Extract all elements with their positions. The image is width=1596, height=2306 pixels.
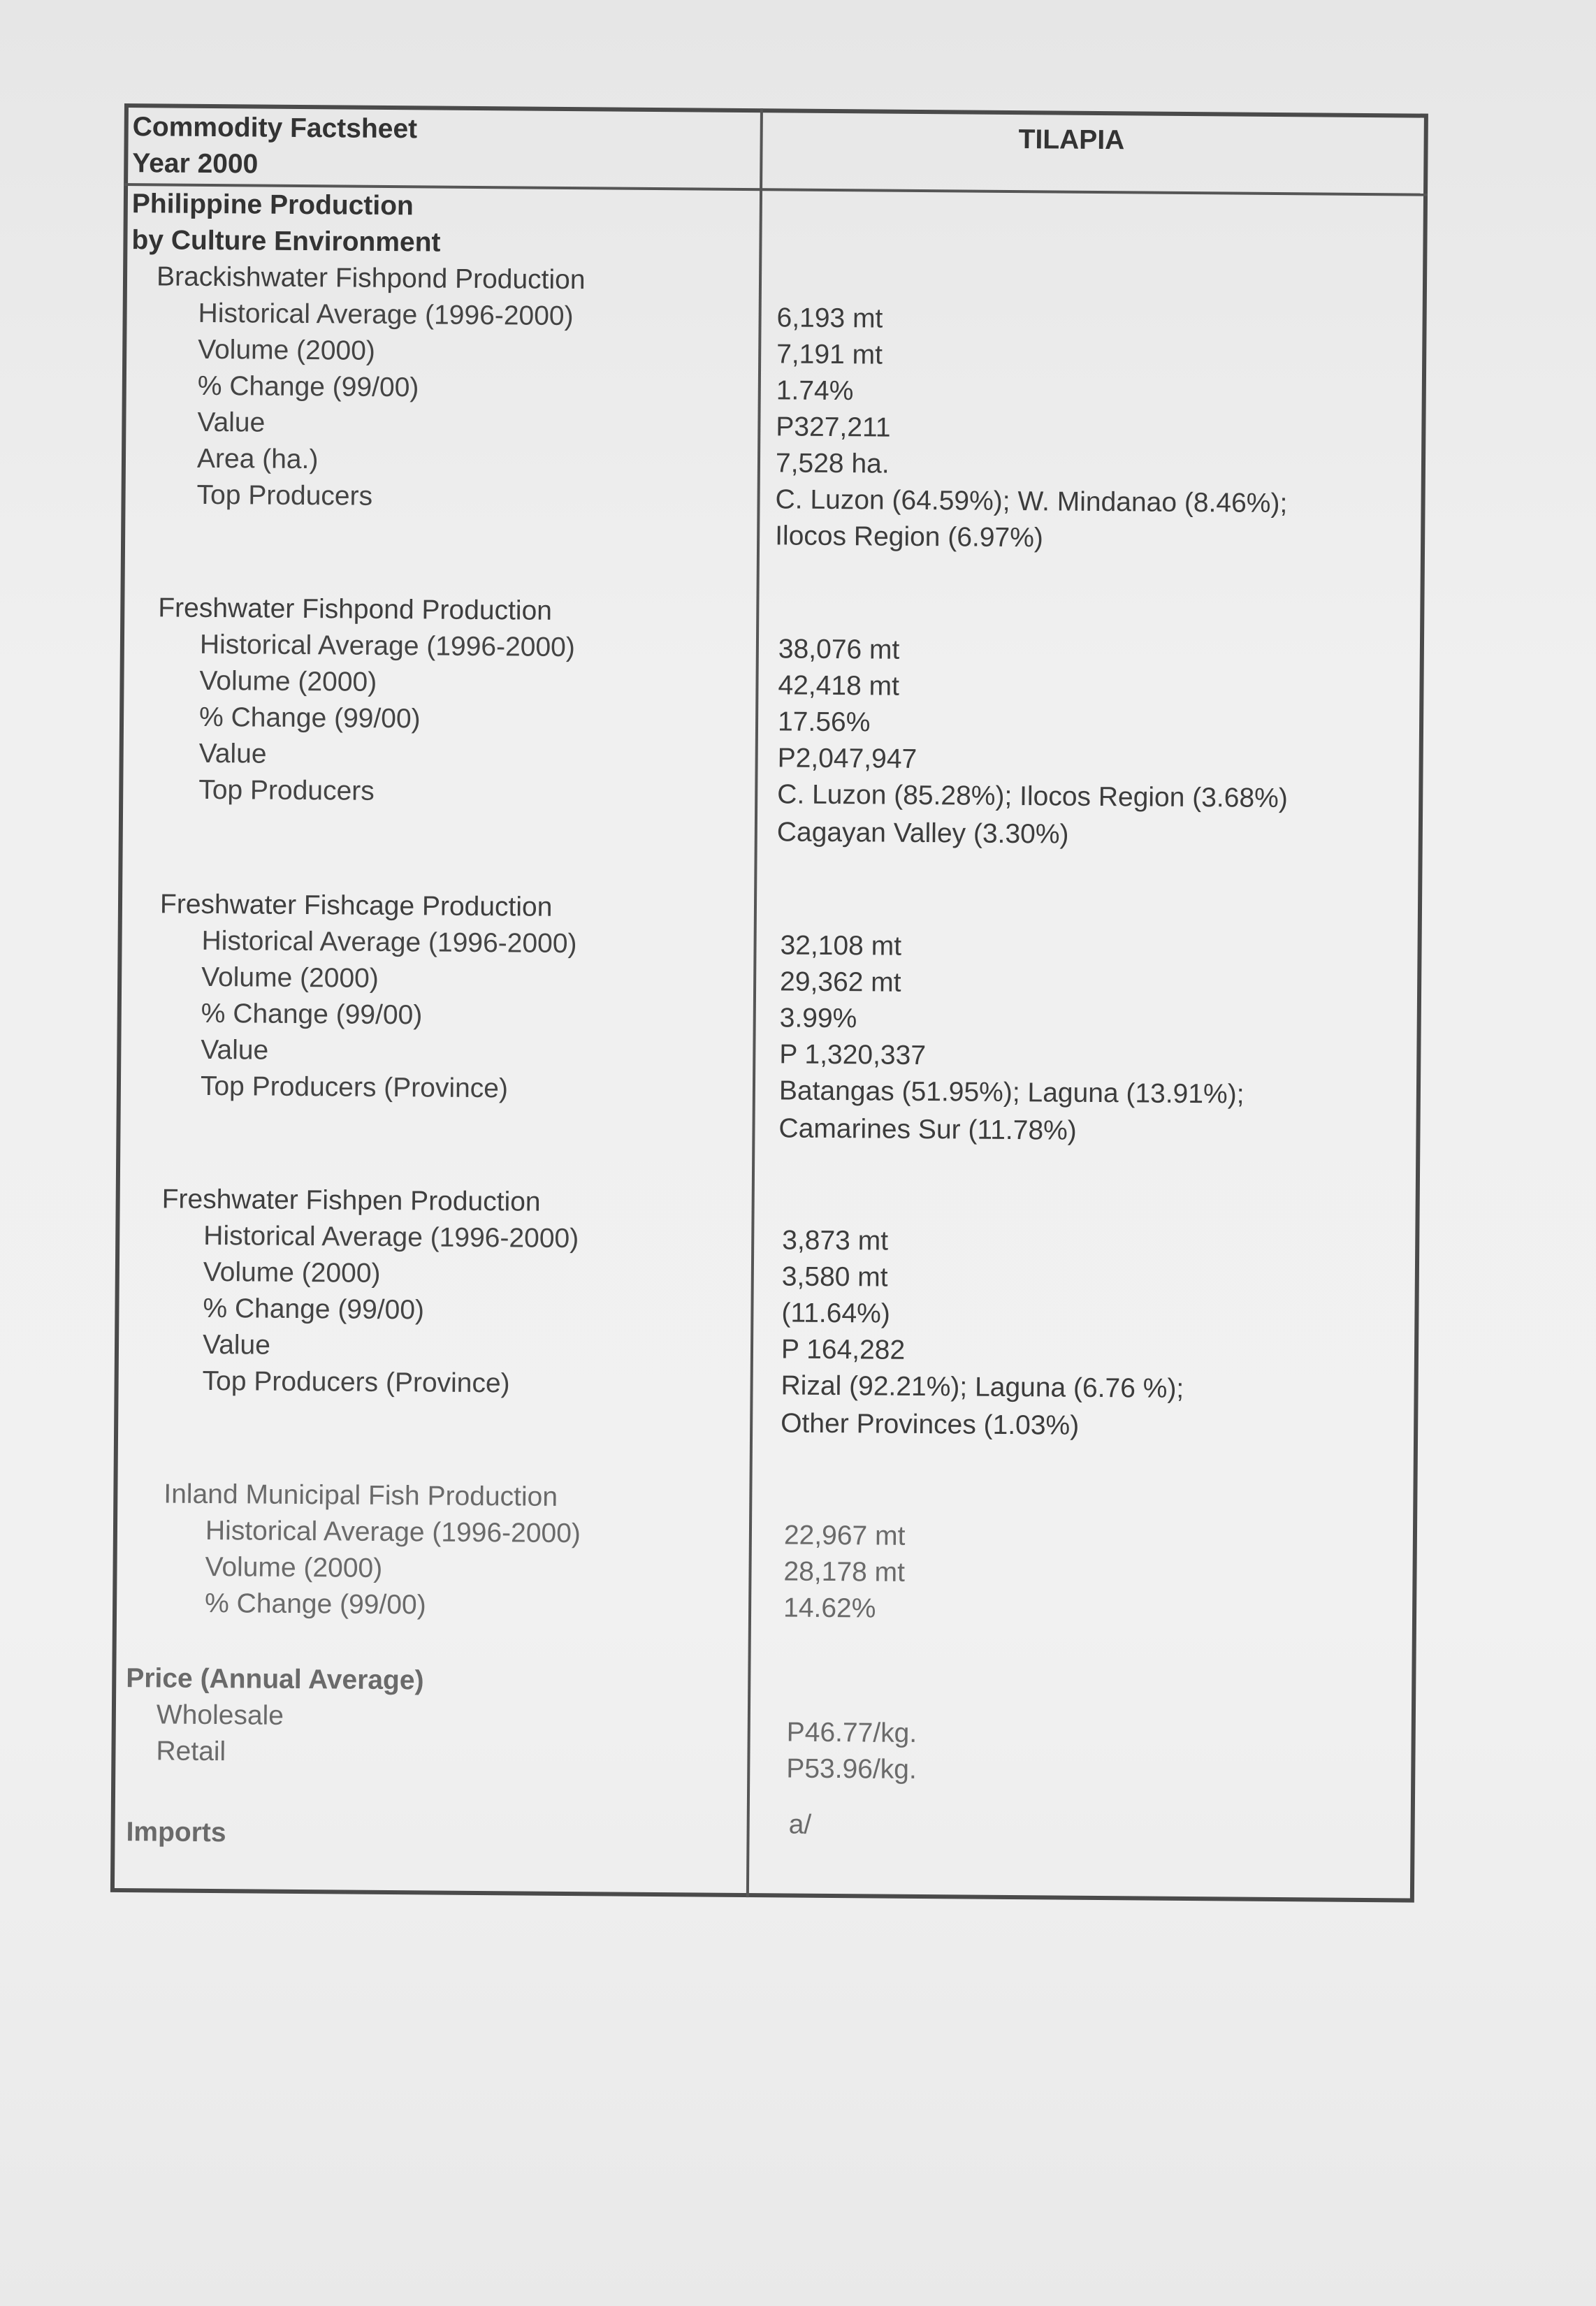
fishcage-top-value-1: Batangas (51.95%); Laguna (13.91%); bbox=[778, 1075, 1245, 1110]
fishpen-value-label: Value bbox=[202, 1329, 271, 1361]
brackishwater-area-value: 7,528 ha. bbox=[775, 448, 890, 479]
inland-volume-value: 28,178 mt bbox=[783, 1556, 906, 1588]
fishpond-change-value: 17.56% bbox=[777, 706, 871, 738]
factsheet-table bbox=[110, 103, 1428, 1903]
fishpen-change-value: (11.64%) bbox=[781, 1298, 890, 1329]
fishcage-historical-label: Historical Average (1996-2000) bbox=[201, 925, 577, 959]
fishpond-historical-label: Historical Average (1996-2000) bbox=[199, 629, 575, 663]
fishpond-value-value: P2,047,947 bbox=[777, 743, 917, 774]
price-title: Price (Annual Average) bbox=[126, 1663, 424, 1696]
fishcage-historical-value: 32,108 mt bbox=[780, 930, 902, 962]
fishcage-volume-value: 29,362 mt bbox=[779, 966, 901, 998]
fishpond-change-label: % Change (99/00) bbox=[198, 702, 421, 734]
header-year: Year 2000 bbox=[132, 148, 259, 180]
fishpen-historical-label: Historical Average (1996-2000) bbox=[203, 1220, 579, 1254]
fishcage-value-value: P 1,320,337 bbox=[779, 1039, 927, 1071]
imports-label: Imports bbox=[126, 1817, 226, 1848]
brackishwater-top-value-1: C. Luzon (64.59%); W. Mindanao (8.46%); bbox=[775, 484, 1288, 519]
brackishwater-top-value-2: Ilocos Region (6.97%) bbox=[774, 521, 1044, 553]
brackishwater-value-label: Value bbox=[197, 407, 266, 438]
brackishwater-historical-value: 6,193 mt bbox=[776, 303, 883, 334]
fishpond-historical-value: 38,076 mt bbox=[778, 634, 900, 665]
fishpond-volume-value: 42,418 mt bbox=[778, 670, 900, 702]
fishcage-change-label: % Change (99/00) bbox=[201, 998, 423, 1031]
brackishwater-change-label: % Change (99/00) bbox=[197, 370, 419, 403]
fishpen-top-label: Top Producers (Province) bbox=[202, 1365, 510, 1399]
brackishwater-volume-value: 7,191 mt bbox=[776, 339, 883, 370]
price-retail-label: Retail bbox=[156, 1736, 226, 1767]
fishpond-top-label: Top Producers bbox=[198, 774, 375, 806]
fishcage-title: Freshwater Fishcage Production bbox=[159, 889, 553, 922]
inland-title: Inland Municipal Fish Production bbox=[164, 1479, 558, 1512]
fishpen-title: Freshwater Fishpen Production bbox=[161, 1184, 541, 1217]
fishpond-volume-label: Volume (2000) bbox=[199, 665, 377, 697]
brackishwater-title: Brackishwater Fishpond Production bbox=[156, 261, 586, 296]
inland-historical-label: Historical Average (1996-2000) bbox=[205, 1515, 581, 1549]
fishpen-value-value: P 164,282 bbox=[781, 1334, 906, 1365]
imports-value: a/ bbox=[788, 1809, 812, 1840]
fishpond-title: Freshwater Fishpond Production bbox=[158, 593, 553, 626]
fishpond-top-value-2: Cagayan Valley (3.30%) bbox=[776, 817, 1069, 850]
fishpen-volume-label: Volume (2000) bbox=[203, 1256, 381, 1289]
inland-change-label: % Change (99/00) bbox=[204, 1588, 426, 1620]
inland-change-value: 14.62% bbox=[783, 1593, 876, 1624]
header-title: Commodity Factsheet bbox=[132, 112, 418, 145]
fishpen-top-value-1: Rizal (92.21%); Laguna (6.76 %); bbox=[781, 1370, 1184, 1404]
price-wholesale-label: Wholesale bbox=[156, 1699, 284, 1731]
fishpond-top-value-1: C. Luzon (85.28%); Ilocos Region (3.68%) bbox=[777, 779, 1288, 814]
brackishwater-top-label: Top Producers bbox=[196, 479, 373, 512]
commodity-name: TILAPIA bbox=[1018, 124, 1125, 156]
price-wholesale-value: P46.77/kg. bbox=[786, 1717, 917, 1748]
fishcage-top-label: Top Producers (Province) bbox=[200, 1071, 509, 1104]
fishpen-top-value-2: Other Provinces (1.03%) bbox=[781, 1408, 1080, 1441]
brackishwater-volume-label: Volume (2000) bbox=[198, 334, 376, 366]
inland-volume-label: Volume (2000) bbox=[205, 1551, 383, 1583]
fishcage-change-value: 3.99% bbox=[779, 1003, 857, 1034]
fishpen-change-label: % Change (99/00) bbox=[203, 1293, 425, 1326]
fishpen-volume-value: 3,580 mt bbox=[781, 1261, 888, 1293]
brackishwater-change-value: 1.74% bbox=[776, 375, 854, 407]
brackishwater-historical-label: Historical Average (1996-2000) bbox=[198, 298, 574, 332]
fishpond-value-label: Value bbox=[198, 738, 267, 769]
price-retail-value: P53.96/kg. bbox=[786, 1753, 917, 1785]
inland-historical-value: 22,967 mt bbox=[783, 1520, 906, 1551]
production-subheading: by Culture Environment bbox=[131, 225, 441, 258]
fishcage-value-label: Value bbox=[201, 1034, 269, 1066]
fishpen-historical-value: 3,873 mt bbox=[782, 1225, 889, 1256]
brackishwater-value-value: P327,211 bbox=[776, 412, 891, 443]
fishcage-top-value-2: Camarines Sur (11.78%) bbox=[778, 1113, 1077, 1146]
brackishwater-area-label: Area (ha.) bbox=[196, 443, 319, 475]
fishcage-volume-label: Volume (2000) bbox=[201, 962, 379, 994]
production-heading: Philippine Production bbox=[131, 189, 414, 222]
